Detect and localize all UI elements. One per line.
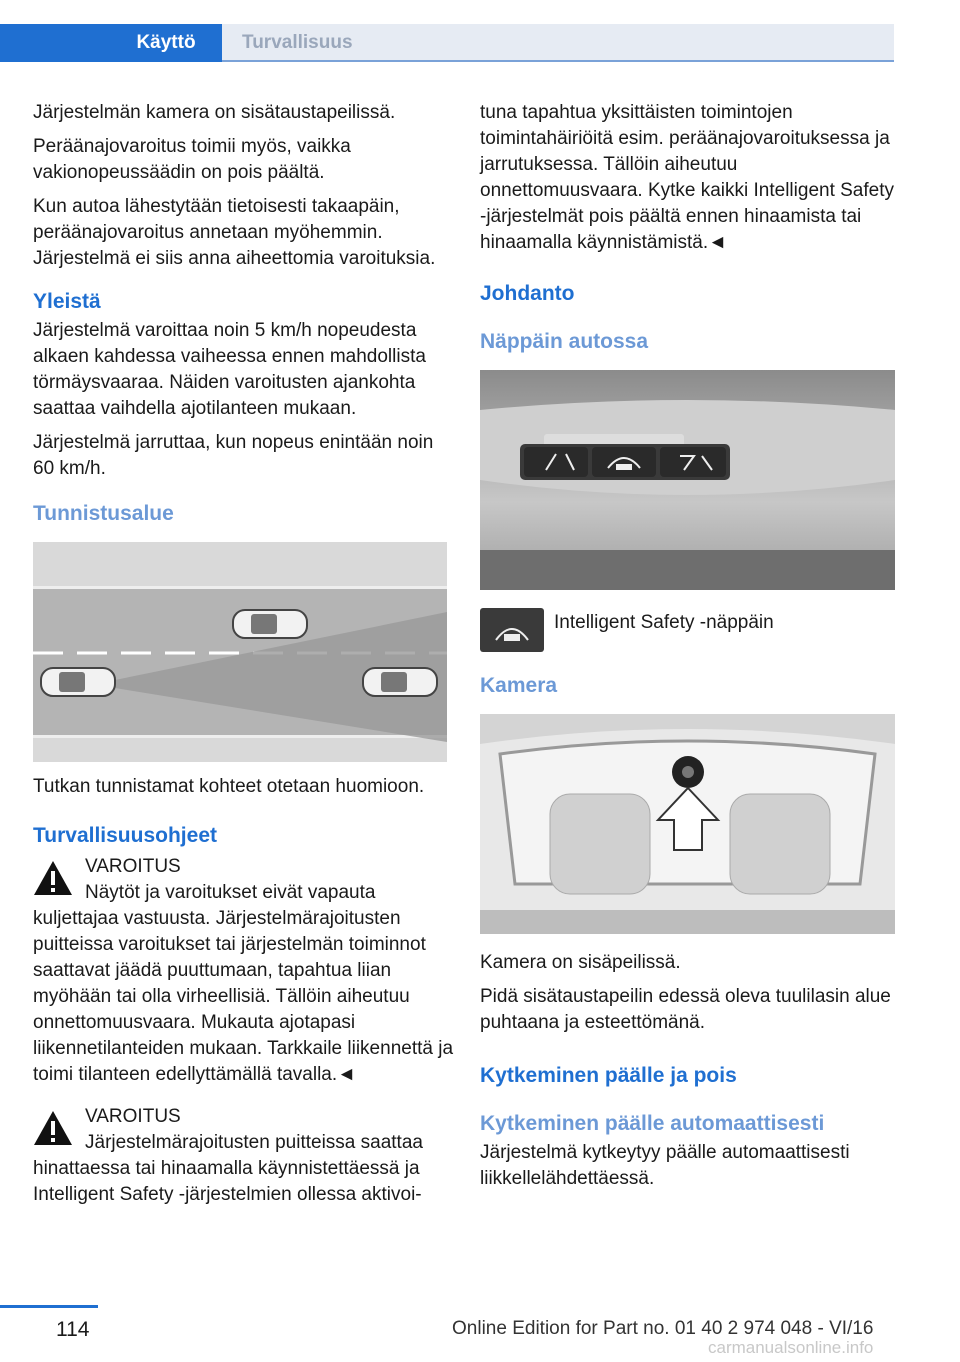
button-legend [480,608,895,652]
right-column [480,100,895,1200]
page-header [0,24,894,62]
warning-triangle-icon [33,860,73,896]
left-column [33,100,453,1208]
warning-text [33,880,453,1088]
header-rule [222,60,894,62]
radar-illustration [33,542,447,762]
paragraph: Järjestelmä varoittaa noin 5 km/h nopeudesta alkaen kahdessa vaiheessa ennen mahdollista törmäysvaaraa. Näiden varoitusten ajankohta saattaa vaihdella ajotilanteen mukaan. [33,320,426,419]
heading-johdanto: Johdanto [480,282,575,305]
paragraph: Järjestelmän kamera on sisätaustapeilissä. [33,102,396,123]
paragraph: Kamera on sisäpeilissä. [480,952,681,973]
paragraph: Järjestelmä kytkeytyy päälle automaattisesti liikkellelähdettäessä. [480,1142,850,1189]
warning-text-content: Näytöt ja varoitukset eivät vapauta kuljettajaa vastuusta. Järjestelmärajoitusten puitteissa varoitukset tai järjestelmän toiminnot saattavat jäädä puuttumaan, tapahtua liian myöhään tai olla virheellisiä. Tällöin aiheutuu onnettomuusvaara. Mukauta ajotapasi liikennetilanteiden mukaan. Tarkkaile liikennettä ja toimi tilanteen edellyttämällä tavalla.◄ [33,882,454,1085]
camera-illustration [480,714,895,934]
paragraph: Järjestelmä jarruttaa, kun nopeus enintään noin 60 km/h. [33,432,434,479]
header-section[interactable]: Turvallisuus [222,24,894,62]
footer-rule [0,1305,98,1308]
warning-triangle-icon [33,1110,73,1146]
heading-kytkeminen: Kytkeminen päälle ja pois [480,1064,737,1087]
watermark: carmanualsonline.info [708,1338,874,1357]
page-number: 114 [56,1318,90,1341]
heading-tunnistusalue: Tunnistusalue [33,502,174,525]
car-icon [41,668,115,696]
button-caption: Intelligent Safety -näppäin [554,612,774,633]
button-panel-illustration [480,370,895,590]
heading-kamera: Kamera [480,674,558,697]
radar-detection-figure [33,542,447,762]
paragraph: Pidä sisätaustapeilin edessä oleva tuulilasin alue puhtaana ja esteettömänä. [480,986,891,1033]
warning-text-content: Järjestelmärajoitusten puitteissa saattaa hinattaessa tai hinaamalla käynnistettäessä ja Intelligent Safety -järjestelmien ollessa aktivoi- [33,1132,423,1205]
heading-nappain-autossa: Näppäin autossa [480,330,649,353]
paragraph: tuna tapahtua yksittäisten toimintojen toimintahäiriöitä esim. peräänajovaroituksessa ja jarrutuksessa. Tällöin aiheutuu onnettomuusvaara. Kytke kaikki Intelligent Safety -järjestelmät pois päältä ennen hinaamista tai hinaamalla käynnistämistä.◄ [480,102,895,253]
paragraph: Kun autoa lähestytään tietoisesti takaapäin, peräänajovaroitus annetaan myöhemmin. Järjestelmä ei siis anna aiheettomia varoituksia. [33,196,436,269]
warning-text [33,1130,453,1208]
warning-block [33,1104,453,1208]
warning-block [33,854,453,1088]
paragraph: Peräänajovaroitus toimii myös, vaikka vakionopeussäädin on pois päältä. [33,136,351,183]
edition-text: Online Edition for Part no. 01 40 2 974 048 - VI/16 [452,1318,874,1339]
heading-yleista: Yleistä [33,290,101,313]
warning-title: VAROITUS [85,856,181,877]
camera-location-photo [480,714,895,934]
button-panel-photo [480,370,895,590]
heading-kytkeminen-automaattisesti: Kytkeminen päälle automaattisesti [480,1112,825,1135]
intelligent-safety-button-icon [480,608,544,652]
figure-caption: Tutkan tunnistamat kohteet otetaan huomioon. [33,776,425,797]
header-chapter[interactable]: Käyttö [136,32,196,53]
warning-title: VAROITUS [85,1106,181,1127]
heading-turvallisuusohjeet: Turvallisuusohjeet [33,824,217,847]
